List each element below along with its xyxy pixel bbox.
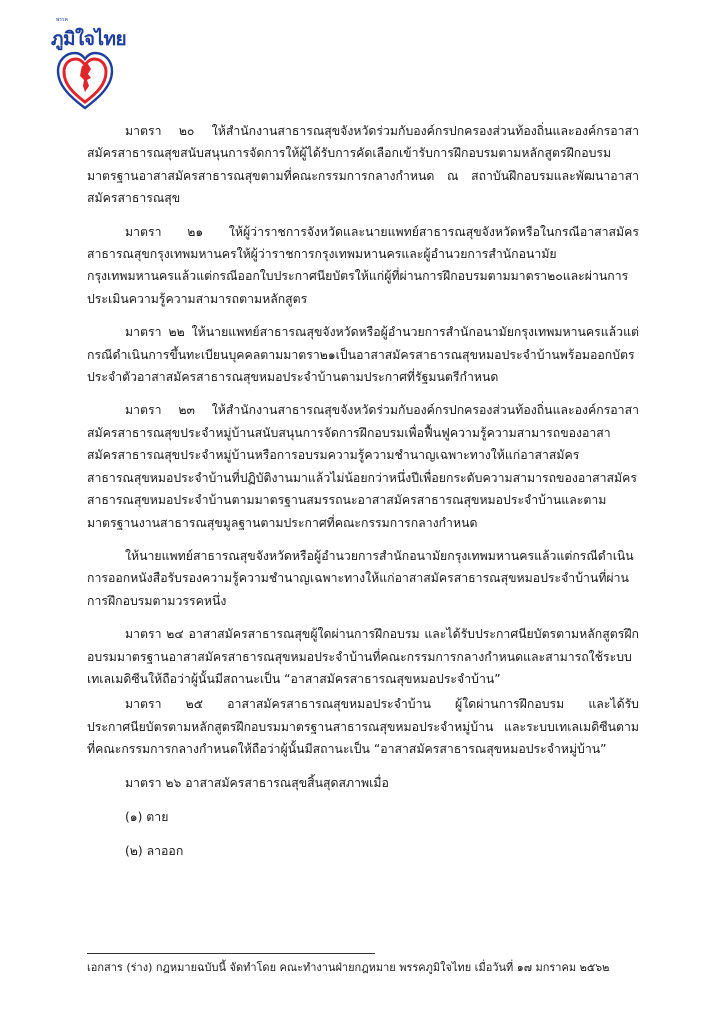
section-26-item-1: (๑) ตาย (125, 809, 169, 824)
footnote-text: เอกสาร (ร่าง) กฎหมายฉบับนี้ จัดทำโดย คณะทำงานฝ่ายกฎหมาย พรรคภูมิใจไทย เมื่อวันที่ ๑๗ มกราคม ๒๕๖๒ (87, 961, 610, 974)
section-22-paragraph: มาตรา ๒๒ ให้นายแพทย์สาธารณสุขจังหวัดหรือผู้อำนวยการสำนักอนามัยกรุงเทพมหานครแล้วแต่กรณีดำเนินการขึ้นทะเบียนบุคคลตามมาตรา๒๑เป็นอาสาสมัครสาธารณสุขหมอประจำบ้านพร้อมออกบัตรประจำตัวอาสาสมัครสาธารณสุขหมอประจำบ้านตามประกาศที่รัฐมนตรีกำหนด (87, 325, 639, 385)
logo-wordmark: ภูมิใจไทย (51, 28, 127, 50)
section-24-paragraph: มาตรา ๒๔ อาสาสมัครสาธารณสุขผู้ใดผ่านการฝึกอบรม และได้รับประกาศนียบัตรตามหลักสูตรฝึกอบรมมาตรฐานอาสาสมัครสาธารณสุขหมอประจำบ้านที่คณะกรรมการกลางกำหนดและสามารถใช้ระบบเทเลเมดิซีนให้ถือว่าผู้นั้นมีสถานะเป็น “อาสาสมัครสาธารณสุขหมอประจำบ้าน” (87, 627, 639, 686)
section-23-second-paragraph: ให้นายแพทย์สาธารณสุขจังหวัดหรือผู้อำนวยการสำนักอนามัยกรุงเทพมหานครแล้วแต่กรณีดำเนินการออกหนังสือรับรองความรู้ความชำนาญเฉพาะทางให้แก่อาสาสมัครสาธารณสุขหมอประจำบ้านที่ผ่านการฝึกอบรมตามวรรคหนึ่ง (87, 548, 634, 608)
section-26-item-2: (๒) ลาออก (125, 844, 184, 859)
section-21-paragraph: มาตรา ๒๑ ให้ผู้ว่าราชการจังหวัดและนายแพทย์สาธารณสุขจังหวัดหรือในกรณีอาสาสมัครสาธารณสุขกรุงเทพมหานครให้ผู้ว่าราชการกรุงเทพมหานครและผู้อำนวยการสำนักอนามัยกรุงเทพมหานครแล้วแต่กรณีออกใบประกาศนียบัตรให้แก่ผู้ที่ผ่านการฝึกอบรมตามมาตรา๒๐และผ่านการประเมินความรู้ความสามารถตามหลักสูตร (87, 224, 639, 306)
logo-small-text: พรรค (56, 17, 69, 23)
section-26-paragraph: มาตรา ๒๖ อาสาสมัครสาธารณสุขสิ้นสุดสภาพเมื่อ (125, 775, 389, 790)
section-20-paragraph: มาตรา ๒๐ ให้สำนักงานสาธารณสุขจังหวัดร่วมกับองค์กรปกครองส่วนท้องถิ่นและองค์กรอาสาสมัครสาธารณสุขสนับสนุนการจัดการให้ผู้ได้รับการคัดเลือกเข้ารับการฝึกอบรมตามหลักสูตรฝึกอบรมมาตรฐานอาสาสมัครสาธารณสุขตามที่คณะกรรมการกลางกำหนด ณ สถาบันฝึกอบรมและพัฒนาอาสาสมัครสาธารณสุข (87, 124, 639, 206)
party-logo (47, 18, 127, 114)
section-25-paragraph: มาตรา ๒๕ อาสาสมัครสาธารณสุขหมอประจำบ้าน ผู้ใดผ่านการฝึกอบรม และได้รับประกาศนียบัตรตามหลักสูตรฝึกอบรมมาตรฐานสาธารณสุขหมอประจำหมู่บ้าน และระบบเทเลเมดิซีนตามที่คณะกรรมการกลางกำหนดให้ถือว่าผู้นั้นมีสถานะเป็น “อาสาสมัครสาธารณสุขหมอประจำหมู่บ้าน” (87, 697, 639, 757)
section-23-paragraph: มาตรา ๒๓ ให้สำนักงานสาธารณสุขจังหวัดร่วมกับองค์กรปกครองส่วนท้องถิ่นและองค์กรอาสาสมัครสาธารณสุขประจำหมู่บ้านสนับสนุนการจัดการฝึกอบรมเพื่อฟื้นฟูความรู้ความสามารถของอาสาสมัครสาธารณสุขประจำหมู่บ้านหรือการอบรมความรู้ความชำนาญเฉพาะทางให้แก่อาสาสมัครสาธารณสุขหมอประจำบ้านที่ปฏิบัติงานมาแล้วไม่น้อยกว่าหนึ่งปีเพื่อยกระดับความสามารถของอาสาสมัครสาธารณสุขหมอประจำบ้านตามมาตรฐานสมรรถนะอาสาสมัครสาธารณสุขหมอประจำบ้านและตามมาตรฐานงานสาธารณสุขมูลฐานตามประกาศที่คณะกรรมการกลางกำหนด (87, 403, 639, 530)
footnote-divider (87, 953, 375, 954)
document-body (87, 120, 639, 875)
heart-map-icon (55, 50, 115, 112)
